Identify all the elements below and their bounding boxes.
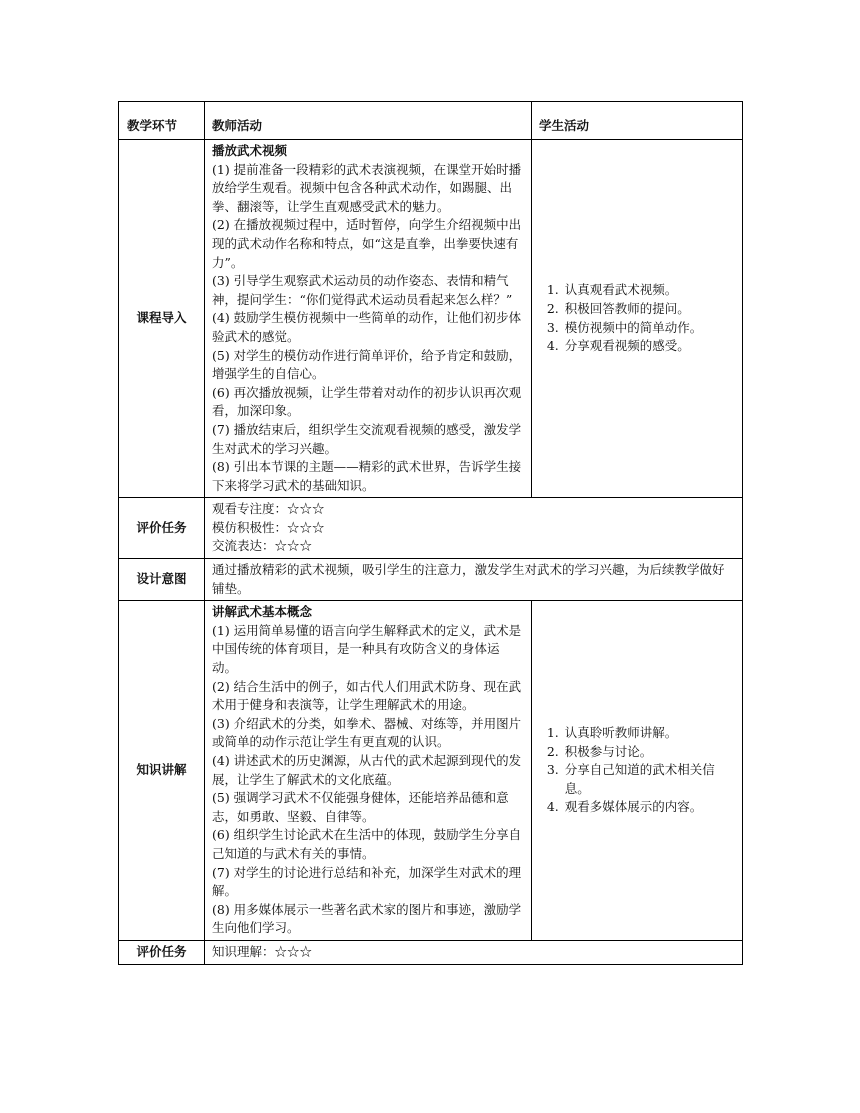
table-header-row	[119, 102, 743, 140]
design-intent-text: 通过播放精彩的武术视频，吸引学生的注意力，激发学生对武术的学习兴趣，为后续教学做好铺垫。	[205, 559, 743, 601]
list-item: (8) 引出本节课的主题——精彩的武术世界，告诉学生接下来将学习武术的基础知识。	[212, 459, 522, 493]
list-item: (7) 对学生的讨论进行总结和补充，加深学生对武术的理解。	[212, 864, 522, 899]
list-item: (8) 用多媒体展示一些著名武术家的图片和事迹，激励学生向他们学习。	[212, 901, 522, 936]
list-item: 4. 分享观看视频的感受。	[563, 337, 735, 356]
lesson-plan-table	[118, 101, 743, 965]
table-row-evaluation-1	[119, 498, 743, 559]
stage-evaluation-task: 评价任务	[119, 940, 205, 964]
list-item: 3. 模仿视频中的简单动作。	[563, 319, 735, 338]
student-activity-knowledge	[532, 601, 743, 941]
teacher-activity-knowledge	[205, 601, 532, 941]
list-item: (7) 播放结束后，组织学生交流观看视频的感受，激发学生对武术的学习兴趣。	[212, 421, 522, 456]
stage-knowledge-explanation: 知识讲解	[119, 601, 205, 941]
table-row-knowledge	[119, 601, 743, 941]
stage-evaluation-task: 评价任务	[119, 498, 205, 559]
table-row-design-intent	[119, 559, 743, 601]
activity-title: 播放武术视频	[212, 143, 288, 158]
header-teacher-activity: 教师活动	[205, 102, 532, 140]
stage-course-intro: 课程导入	[119, 140, 205, 498]
evaluation-content	[205, 498, 743, 559]
list-item: 1. 认真聆听教师讲解。	[563, 724, 735, 743]
table-row-evaluation-2	[119, 940, 743, 964]
student-activity-list	[539, 724, 735, 817]
activity-title: 讲解武术基本概念	[212, 604, 313, 620]
list-item: 2. 积极参与讨论。	[563, 743, 735, 762]
list-item: (5) 强调学习武术不仅能强身健体，还能培养品德和意志，如勇敢、坚毅、自律等。	[212, 790, 509, 824]
stage-design-intent: 设计意图	[119, 559, 205, 601]
list-item: (2) 在播放视频过程中，适时暂停，向学生介绍视频中出现的武术动作名称和特点，如“这是直拳，出拳要快速有力”。	[212, 217, 522, 270]
evaluation-line: 模仿积极性：☆☆☆	[212, 519, 325, 535]
list-item: (5) 对学生的模仿动作进行简单评价，给予肯定和鼓励，增强学生的自信心。	[212, 347, 522, 382]
list-item: (3) 引导学生观察武术运动员的动作姿态、表情和精气神，提问学生：“你们觉得武术运动员看起来怎么样？”	[212, 273, 513, 307]
list-item: 3. 分享自己知道的武术相关信息。	[563, 761, 735, 798]
list-item: 1. 认真观看武术视频。	[563, 281, 735, 300]
list-item: (2) 结合生活中的例子，如古代人们用武术防身、现在武术用于健身和表演等，让学生理解武术的用途。	[212, 678, 522, 713]
teacher-activity-course-intro	[205, 140, 532, 498]
list-item: (1) 运用简单易懂的语言向学生解释武术的定义，武术是中国传统的体育项目，是一种具有攻防含义的身体运动。	[212, 622, 522, 676]
table-row-course-intro	[119, 140, 743, 498]
student-activity-list	[539, 281, 735, 355]
list-item: (6) 组织学生讨论武术在生活中的体现，鼓励学生分享自己知道的与武术有关的事情。	[212, 827, 522, 861]
list-item: 2. 积极回答教师的提问。	[563, 300, 735, 319]
list-item: (6) 再次播放视频，让学生带着对动作的初步认识再次观看，加深印象。	[212, 384, 522, 419]
list-item: (4) 鼓励学生模仿视频中一些简单的动作，让他们初步体验武术的感觉。	[212, 310, 522, 344]
header-student-activity: 学生活动	[532, 102, 743, 140]
list-item: 4. 观看多媒体展示的内容。	[563, 798, 735, 817]
evaluation-content	[205, 940, 743, 964]
list-item: (1) 提前准备一段精彩的武术表演视频，在课堂开始时播放给学生观看。视频中包含各种武术动作，如踢腿、出拳、翻滚等，让学生直观感受武术的魅力。	[212, 161, 522, 214]
evaluation-line: 观看专注度：☆☆☆	[212, 501, 325, 517]
list-item: (4) 讲述武术的历史渊源，从古代的武术起源到现代的发展，让学生了解武术的文化底蕴。	[212, 753, 522, 787]
header-teaching-stage: 教学环节	[119, 102, 205, 140]
list-item: (3) 介绍武术的分类，如拳术、器械、对练等，并用图片或简单的动作示范让学生有更直观的认识。	[212, 715, 522, 750]
evaluation-line: 知识理解：☆☆☆	[212, 943, 313, 959]
evaluation-line: 交流表达：☆☆☆	[212, 538, 313, 554]
student-activity-course-intro	[532, 140, 743, 498]
